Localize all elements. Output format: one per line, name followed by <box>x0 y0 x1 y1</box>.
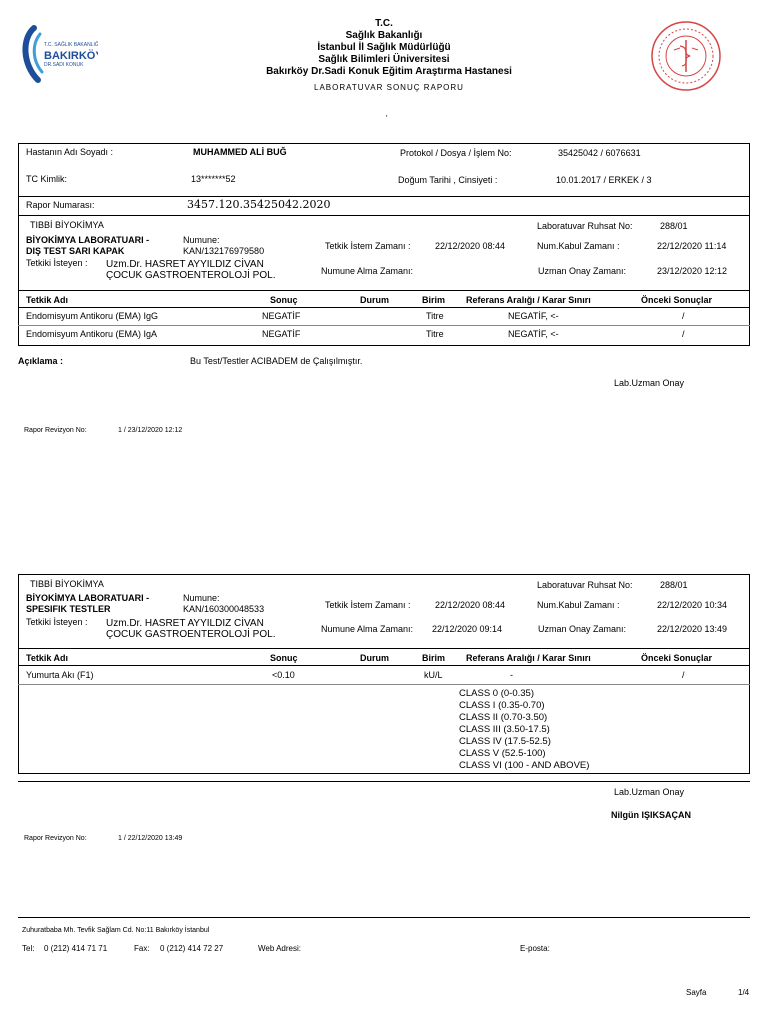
s2-license-value: 288/01 <box>660 580 688 590</box>
table-row-prev: / <box>682 329 685 339</box>
s2-requester-line2: ÇOCUK GASTROENTEROLOJİ POL. <box>106 629 276 640</box>
birth-value: 10.01.2017 / ERKEK / 3 <box>556 175 652 185</box>
s1-accept-label: Num.Kabul Zamanı : <box>537 241 620 251</box>
divider <box>18 648 750 649</box>
class-item: CLASS III (3.50-17.5) <box>459 724 550 735</box>
header-university: Sağlık Bilimleri Üniversitesi <box>318 54 450 65</box>
s1-revision-label: Rapor Revizyon No: <box>24 427 87 434</box>
s1-sample-label: Numune: <box>183 235 220 245</box>
divider <box>18 307 750 308</box>
s2-accept-label: Num.Kabul Zamanı : <box>537 600 620 610</box>
protocol-value: 35425042 / 6076631 <box>558 148 641 158</box>
footer-email-label: E-posta: <box>520 944 550 953</box>
table-row-unit: kU/L <box>424 670 443 680</box>
table-row-test: Endomisyum Antikoru (EMA) IgA <box>26 329 158 339</box>
s1-lab-line2: DIŞ TEST SARI KAPAK <box>26 246 125 256</box>
s2-sample-label: Numune: <box>183 593 220 603</box>
s2-collect-label: Numune Alma Zamanı: <box>321 624 414 634</box>
s1-accept-value: 22/12/2020 11:14 <box>657 241 727 251</box>
birth-label: Doğum Tarihi , Cinsiyeti : <box>398 175 498 185</box>
s1-col-test: Tetkik Adı <box>26 295 69 305</box>
s2-signer: Lab.Uzman Onay <box>614 787 685 797</box>
class-item: CLASS 0 (0-0.35) <box>459 688 534 699</box>
s1-lab-line1: BİYOKİMYA LABORATUARI - <box>26 235 150 245</box>
s1-col-status: Durum <box>360 295 389 305</box>
footer-web-label: Web Adresi: <box>258 944 301 953</box>
table-row-ref: NEGATİF, <- <box>508 329 559 339</box>
s2-col-status: Durum <box>360 653 389 663</box>
s1-request-time-value: 22/12/2020 08:44 <box>435 241 506 251</box>
s2-sample-value: KAN/160300048533 <box>183 604 265 614</box>
s1-license-value: 288/01 <box>660 221 688 231</box>
s2-requester-label: Tetkiki İsteyen : <box>26 617 88 627</box>
class-item: CLASS IV (17.5-52.5) <box>459 736 551 747</box>
s1-approve-label: Uzman Onay Zamanı: <box>538 266 627 276</box>
s2-revision-value: 1 / 22/12/2020 13:49 <box>118 835 183 842</box>
report-no-value: 3457.120.35425042.2020 <box>187 198 331 211</box>
page-number: 1/4 <box>738 988 750 997</box>
class-item: CLASS II (0.70-3.50) <box>459 712 548 723</box>
header-directorate: İstanbul İl Sağlık Müdürlüğü <box>317 42 451 53</box>
class-item: CLASS VI (100 - AND ABOVE) <box>459 760 590 771</box>
table-row-result: NEGATİF <box>262 311 301 321</box>
s2-collect-value: 22/12/2020 09:14 <box>432 624 503 634</box>
footer-address: Zuhuratbaba Mh. Tevfik Sağlam Cd. No:11 Bakırköy İstanbul <box>22 927 210 934</box>
s1-license-label: Laboratuvar Ruhsat No: <box>537 221 633 231</box>
footer-divider <box>18 917 750 918</box>
svg-text:BAKIRKÖY: BAKIRKÖY <box>44 50 98 62</box>
s1-approve-value: 23/12/2020 12:12 <box>657 266 728 276</box>
s1-revision-value: 1 / 23/12/2020 12:12 <box>118 427 183 434</box>
footer-fax-value: 0 (212) 414 72 27 <box>160 944 224 953</box>
s1-requester-line1: Uzm.Dr. HASRET AYYILDIZ CİVAN <box>106 259 264 270</box>
s1-sample-value: KAN/132176979580 <box>183 246 265 256</box>
table-row-test: Endomisyum Antikoru (EMA) IgG <box>26 311 159 321</box>
table-row-prev: / <box>682 670 685 680</box>
s2-col-test: Tetkik Adı <box>26 653 69 663</box>
table-row-test: Yumurta Akı (F1) <box>26 670 94 680</box>
ministry-seal <box>650 20 722 92</box>
header-mark: ' <box>386 114 388 123</box>
s2-signer-name: Nilgün IŞIKSAÇAN <box>611 810 691 820</box>
table-row-result: <0.10 <box>272 670 295 680</box>
svg-text:T.C. SAĞLIK BAKANLIĞI: T.C. SAĞLIK BAKANLIĞI <box>44 42 98 48</box>
s2-approve-value: 22/12/2020 13:49 <box>657 624 728 634</box>
s2-revision-label: Rapor Revizyon No: <box>24 835 87 842</box>
footer-tel-label: Tel: <box>22 944 35 953</box>
s1-col-prev: Önceki Sonuçlar <box>641 295 713 305</box>
footer-tel-value: 0 (212) 414 71 71 <box>44 944 108 953</box>
s2-license-label: Laboratuvar Ruhsat No: <box>537 580 633 590</box>
s2-col-result: Sonuç <box>270 653 298 663</box>
divider <box>18 781 750 782</box>
s2-lab-line2: SPESIFIK TESTLER <box>26 604 111 614</box>
table-row-unit: Titre <box>426 311 444 321</box>
s2-col-prev: Önceki Sonuçlar <box>641 653 713 663</box>
s2-lab-line1: BİYOKİMYA LABORATUARI - <box>26 593 150 603</box>
header-tc: T.C. <box>375 18 393 29</box>
class-item: CLASS I (0.35-0.70) <box>459 700 545 711</box>
s1-note-value: Bu Test/Testler ACIBADEM de Çalışılmıştır. <box>190 356 363 366</box>
s2-col-unit: Birim <box>422 653 446 663</box>
s1-requester-line2: ÇOCUK GASTROENTEROLOJİ POL. <box>106 270 276 281</box>
divider <box>18 290 750 291</box>
row-divider <box>18 325 750 326</box>
s1-requester-label: Tetkiki İsteyen : <box>26 258 88 268</box>
s1-dept: TIBBİ BİYOKİMYA <box>30 220 104 230</box>
section1-bottom-border <box>18 345 750 346</box>
divider <box>18 196 750 197</box>
divider <box>18 665 750 666</box>
s2-col-ref: Referans Aralığı / Karar Sınırı <box>466 653 591 663</box>
section1-right-border <box>749 216 750 346</box>
patient-name-label: Hastanın Adı Soyadı : <box>26 147 114 157</box>
s2-dept: TIBBİ BİYOKİMYA <box>30 579 104 589</box>
table-row-result: NEGATİF <box>262 329 301 339</box>
svg-text:DR.SADI KONUK: DR.SADI KONUK <box>44 62 84 68</box>
s2-approve-label: Uzman Onay Zamanı: <box>538 624 627 634</box>
report-no-label: Rapor Numarası: <box>26 200 95 210</box>
section1-left-border <box>18 216 19 346</box>
row-divider <box>18 684 750 685</box>
s1-signer: Lab.Uzman Onay <box>614 378 685 388</box>
header-ministry: Sağlık Bakanlığı <box>345 30 423 41</box>
header-hospital: Bakırköy Dr.Sadi Konuk Eğitim Araştırma Hastanesi <box>266 66 512 77</box>
s1-collect-label: Numune Alma Zamanı: <box>321 266 414 276</box>
table-row-ref: - <box>510 670 513 680</box>
protocol-label: Protokol / Dosya / İşlem No: <box>400 148 512 158</box>
s1-col-ref: Referans Aralığı / Karar Sınırı <box>466 295 591 305</box>
tc-label: TC Kimlik: <box>26 174 67 184</box>
s1-request-time-label: Tetkik İstem Zamanı : <box>325 241 411 251</box>
s2-requester-line1: Uzm.Dr. HASRET AYYILDIZ CİVAN <box>106 618 264 629</box>
footer-fax-label: Fax: <box>134 944 150 953</box>
table-row-prev: / <box>682 311 685 321</box>
s1-note-label: Açıklama : <box>18 356 64 366</box>
table-row-unit: Titre <box>426 329 444 339</box>
patient-name: MUHAMMED ALİ BUĞ <box>193 147 287 157</box>
table-row-ref: NEGATİF, <- <box>508 311 559 321</box>
s1-col-unit: Birim <box>422 295 446 305</box>
class-item: CLASS V (52.5-100) <box>459 748 546 759</box>
tc-value: 13*******52 <box>191 174 236 184</box>
page-label: Sayfa <box>686 988 707 997</box>
report-title: LABORATUVAR SONUÇ RAPORU <box>314 83 464 92</box>
s1-col-result: Sonuç <box>270 295 298 305</box>
s2-request-time-value: 22/12/2020 08:44 <box>435 600 506 610</box>
s2-request-time-label: Tetkik İstem Zamanı : <box>325 600 411 610</box>
s2-accept-value: 22/12/2020 10:34 <box>657 600 728 610</box>
